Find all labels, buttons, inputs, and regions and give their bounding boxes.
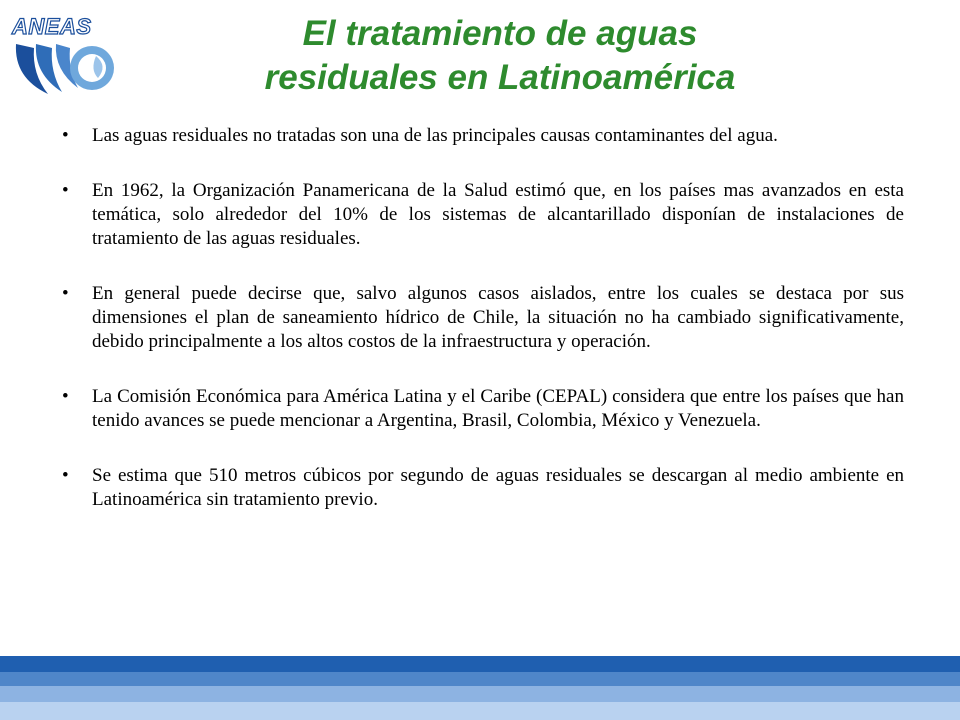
bullet-marker: • bbox=[62, 180, 69, 201]
bullet-item bbox=[62, 464, 904, 512]
bullet-item bbox=[62, 385, 904, 433]
footer-band-pale bbox=[0, 702, 960, 720]
bullet-marker: • bbox=[62, 283, 69, 304]
bullet-marker: • bbox=[62, 125, 69, 146]
bullet-marker: • bbox=[62, 386, 69, 407]
slide-title bbox=[180, 12, 820, 100]
aneas-logo bbox=[10, 8, 122, 100]
footer-band-mid bbox=[0, 672, 960, 686]
bullet-text: Se estima que 510 metros cúbicos por segundo de aguas residuales se descargan al medio ambiente en Latinoamérica sin tratamiento previo. bbox=[92, 465, 904, 510]
title-line-1: El tratamiento de aguas bbox=[302, 14, 698, 53]
footer-bands bbox=[0, 656, 960, 720]
bullet-text: Las aguas residuales no tratadas son una de las principales causas contaminantes del agua. bbox=[92, 125, 778, 146]
bullet-text: La Comisión Económica para América Latina y el Caribe (CEPAL) considera que entre los países que han tenido avances se puede mencionar a Argentina, Brasil, Colombia, México y Venezuela. bbox=[92, 386, 904, 431]
title-line-2: residuales en Latinoamérica bbox=[264, 58, 736, 97]
bullet-item bbox=[62, 282, 904, 354]
aneas-logo-text: ANEAS bbox=[12, 14, 92, 39]
bullet-marker: • bbox=[62, 465, 69, 486]
bullet-item bbox=[62, 179, 904, 251]
bullet-list bbox=[62, 124, 904, 543]
bullet-text: En 1962, la Organización Panamericana de la Salud estimó que, en los países mas avanzados en esta temática, solo alrededor del 10% de los sistemas de alcantarillado disponían de instalaciones de tratamiento de las aguas residuales. bbox=[92, 180, 904, 249]
footer-band-light bbox=[0, 686, 960, 702]
bullet-text: En general puede decirse que, salvo algunos casos aislados, entre los cuales se destaca por sus dimensiones el plan de saneamiento hídrico de Chile, la situación no ha cambiado significativamente, debido principalmente a los altos costos de la infraestructura y operación. bbox=[92, 283, 904, 352]
bullet-item bbox=[62, 124, 904, 148]
footer-band-dark bbox=[0, 656, 960, 672]
